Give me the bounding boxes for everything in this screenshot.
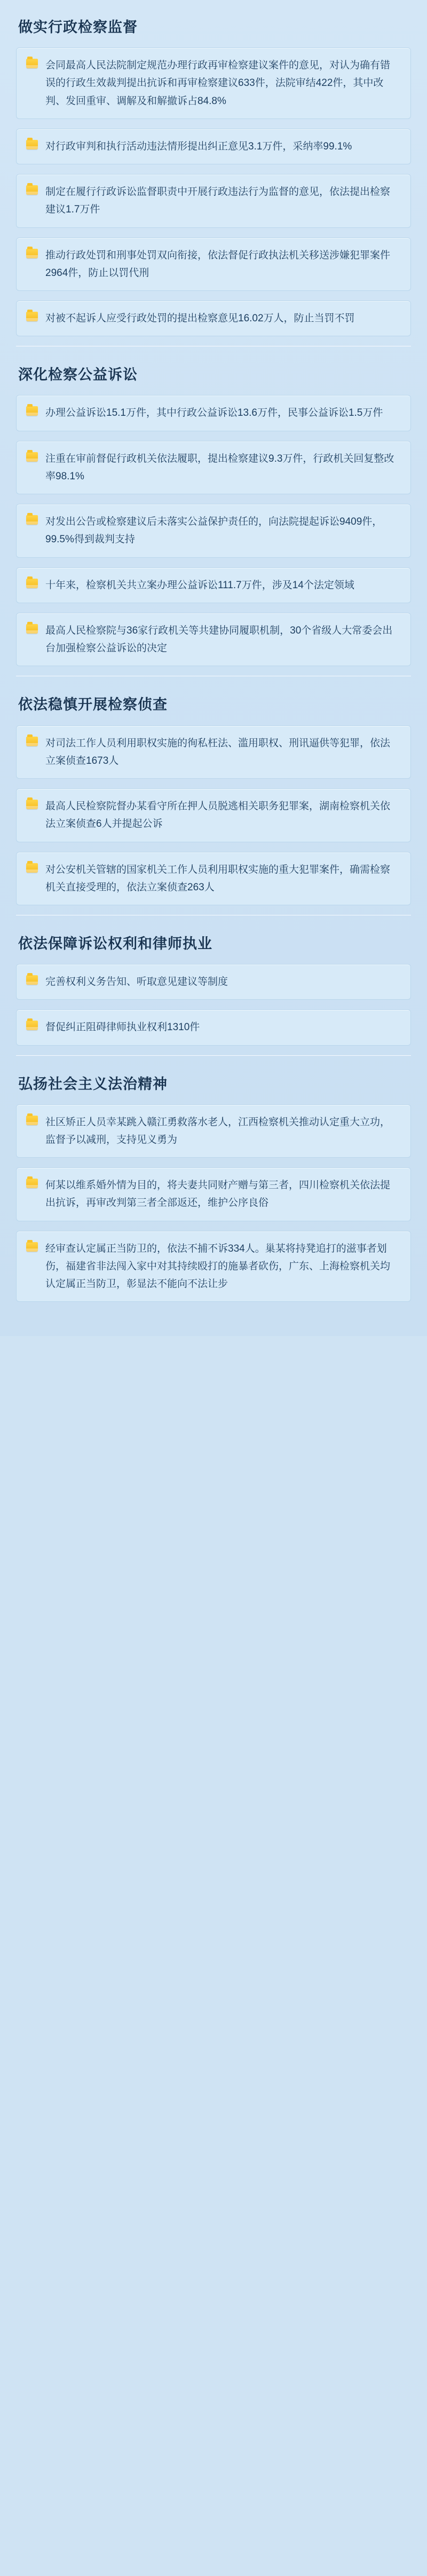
pin-icon bbox=[26, 624, 38, 635]
list-item-text: 对司法工作人员利用职权实施的徇私枉法、滥用职权、刑讯逼供等犯罪，依法立案侦查1673人 bbox=[45, 737, 391, 767]
pin-icon bbox=[26, 737, 38, 747]
pin-icon bbox=[26, 185, 38, 196]
list-item-text: 十年来，检察机关共立案办理公益诉讼111.7万件，涉及14个法定领域 bbox=[45, 579, 354, 591]
pin-icon-glyph bbox=[26, 863, 38, 873]
pin-icon bbox=[26, 312, 38, 322]
pin-icon bbox=[26, 249, 38, 259]
pin-icon-glyph bbox=[26, 312, 38, 321]
list-item-text: 最高人民检察院督办某看守所在押人员脱逃相关职务犯罪案，湖南检察机关依法立案侦查6人并提起公诉 bbox=[45, 801, 391, 830]
list-item-text: 最高人民检察院与36家行政机关等共建协同履职机制，30个省级人大常委会出台加强检察公益诉讼的决定 bbox=[45, 625, 393, 654]
pin-icon bbox=[26, 406, 38, 417]
pin-icon-glyph bbox=[26, 1116, 38, 1125]
list-item bbox=[16, 567, 411, 603]
pin-icon-glyph bbox=[26, 515, 38, 525]
list-item bbox=[16, 1104, 411, 1158]
pin-icon bbox=[26, 140, 38, 151]
section-divider bbox=[16, 1055, 411, 1056]
pin-icon bbox=[26, 800, 38, 810]
list-item-text: 对公安机关管辖的国家机关工作人员利用职权实施的重大犯罪案件，确需检察机关直接受理的，依法立案侦查263人 bbox=[45, 864, 391, 893]
list-item bbox=[16, 238, 411, 291]
pin-icon bbox=[26, 452, 38, 463]
list-item bbox=[16, 504, 411, 558]
list-item bbox=[16, 964, 411, 1000]
list-item-text: 对被不起诉人应受行政处罚的提出检察意见16.02万人，防止当罚不罚 bbox=[45, 313, 355, 325]
pin-icon bbox=[26, 975, 38, 986]
pin-icon-glyph bbox=[26, 1242, 38, 1252]
document-section bbox=[0, 350, 427, 679]
list-item-text: 完善权利义务告知、听取意见建议等制度 bbox=[45, 976, 228, 988]
pin-icon-glyph bbox=[26, 624, 38, 634]
pin-icon-glyph bbox=[26, 59, 38, 68]
list-item-text: 对行政审判和执行活动违法情形提出纠正意见3.1万件，采纳率99.1% bbox=[45, 140, 352, 152]
list-item bbox=[16, 301, 411, 336]
pin-icon bbox=[26, 1179, 38, 1189]
list-item-text: 会同最高人民法院制定规范办理行政再审检察建议案件的意见，对认为确有错误的行政生效裁判提出抗诉和再审检察建议633件，法院审结422件，其中改判、发回重审、调解及和解撤诉占84.8% bbox=[45, 60, 391, 107]
list-item bbox=[16, 129, 411, 164]
list-item bbox=[16, 174, 411, 228]
section-items bbox=[0, 1104, 427, 1302]
list-item-text: 经审查认定属正当防卫的，依法不捕不诉334人。巢某将持凳追打的滋事者划伤，福建省非法闯入家中对其持续殴打的施暴者砍伤，广东、上海检察机关均认定属正当防卫，彰显法不能向不法让步 bbox=[45, 1243, 391, 1290]
section-title: 依法稳慎开展检察侦查 bbox=[18, 697, 168, 713]
pin-icon-glyph bbox=[26, 800, 38, 809]
document-section bbox=[0, 679, 427, 919]
section-items bbox=[0, 725, 427, 906]
pin-icon-glyph bbox=[26, 406, 38, 416]
pin-icon bbox=[26, 1242, 38, 1253]
pin-icon-glyph bbox=[26, 140, 38, 149]
pin-icon-glyph bbox=[26, 737, 38, 746]
section-title: 深化检察公益诉讼 bbox=[18, 367, 138, 383]
pin-icon-glyph bbox=[26, 579, 38, 588]
section-title: 弘扬社会主义法治精神 bbox=[18, 1076, 168, 1092]
pin-icon-glyph bbox=[26, 185, 38, 195]
list-item bbox=[16, 1009, 411, 1045]
section-title: 依法保障诉讼权利和律师执业 bbox=[18, 936, 212, 952]
section-items bbox=[0, 48, 427, 336]
pin-icon bbox=[26, 1021, 38, 1031]
list-item-text: 注重在审前督促行政机关依法履职，提出检察建议9.3万件，行政机关回复整改率98.1% bbox=[45, 453, 394, 482]
pin-icon bbox=[26, 59, 38, 69]
list-item bbox=[16, 1231, 411, 1302]
pin-icon-glyph bbox=[26, 452, 38, 462]
list-item-text: 对发出公告或检察建议后未落实公益保护责任的，向法院提起诉讼9409件，99.5%得到裁判支持 bbox=[45, 516, 383, 546]
list-item bbox=[16, 441, 411, 495]
pin-icon-glyph bbox=[26, 975, 38, 985]
section-items bbox=[0, 395, 427, 666]
list-item bbox=[16, 395, 411, 431]
list-item-text: 办理公益诉讼15.1万件，其中行政公益诉讼13.6万件，民事公益诉讼1.5万件 bbox=[45, 407, 383, 419]
pin-icon-glyph bbox=[26, 249, 38, 258]
pin-icon bbox=[26, 515, 38, 526]
list-item bbox=[16, 725, 411, 779]
list-item bbox=[16, 48, 411, 119]
document-section bbox=[0, 0, 427, 350]
document-section bbox=[0, 1059, 427, 1315]
list-item bbox=[16, 613, 411, 667]
list-item-text: 制定在履行行政诉讼监督职责中开展行政违法行为监督的意见，依法提出检察建议1.7万件 bbox=[45, 186, 391, 216]
list-item-text: 推动行政处罚和刑事处罚双向衔接，依法督促行政执法机关移送涉嫌犯罪案件2964件，防止以罚代刑 bbox=[45, 249, 391, 279]
list-item-text: 何某以维系婚外情为目的，将夫妻共同财产赠与第三者，四川检察机关依法提出抗诉，再审改判第三者全部返还，维护公序良俗 bbox=[45, 1180, 391, 1209]
section-title: 做实行政检察监督 bbox=[18, 19, 138, 35]
pin-icon-glyph bbox=[26, 1179, 38, 1188]
pin-icon bbox=[26, 1116, 38, 1126]
list-item bbox=[16, 852, 411, 906]
pin-icon-glyph bbox=[26, 1021, 38, 1030]
list-item bbox=[16, 1167, 411, 1221]
pin-icon bbox=[26, 863, 38, 874]
section-items bbox=[0, 964, 427, 1046]
list-item-text: 社区矫正人员幸某跳入赣江勇救落水老人，江西检察机关推动认定重大立功，监督予以减刑，支持见义勇为 bbox=[45, 1116, 391, 1145]
pin-icon bbox=[26, 579, 38, 589]
list-item bbox=[16, 788, 411, 842]
document-section bbox=[0, 919, 427, 1059]
list-item-text: 督促纠正阻碍律师执业权利1310件 bbox=[45, 1022, 200, 1033]
